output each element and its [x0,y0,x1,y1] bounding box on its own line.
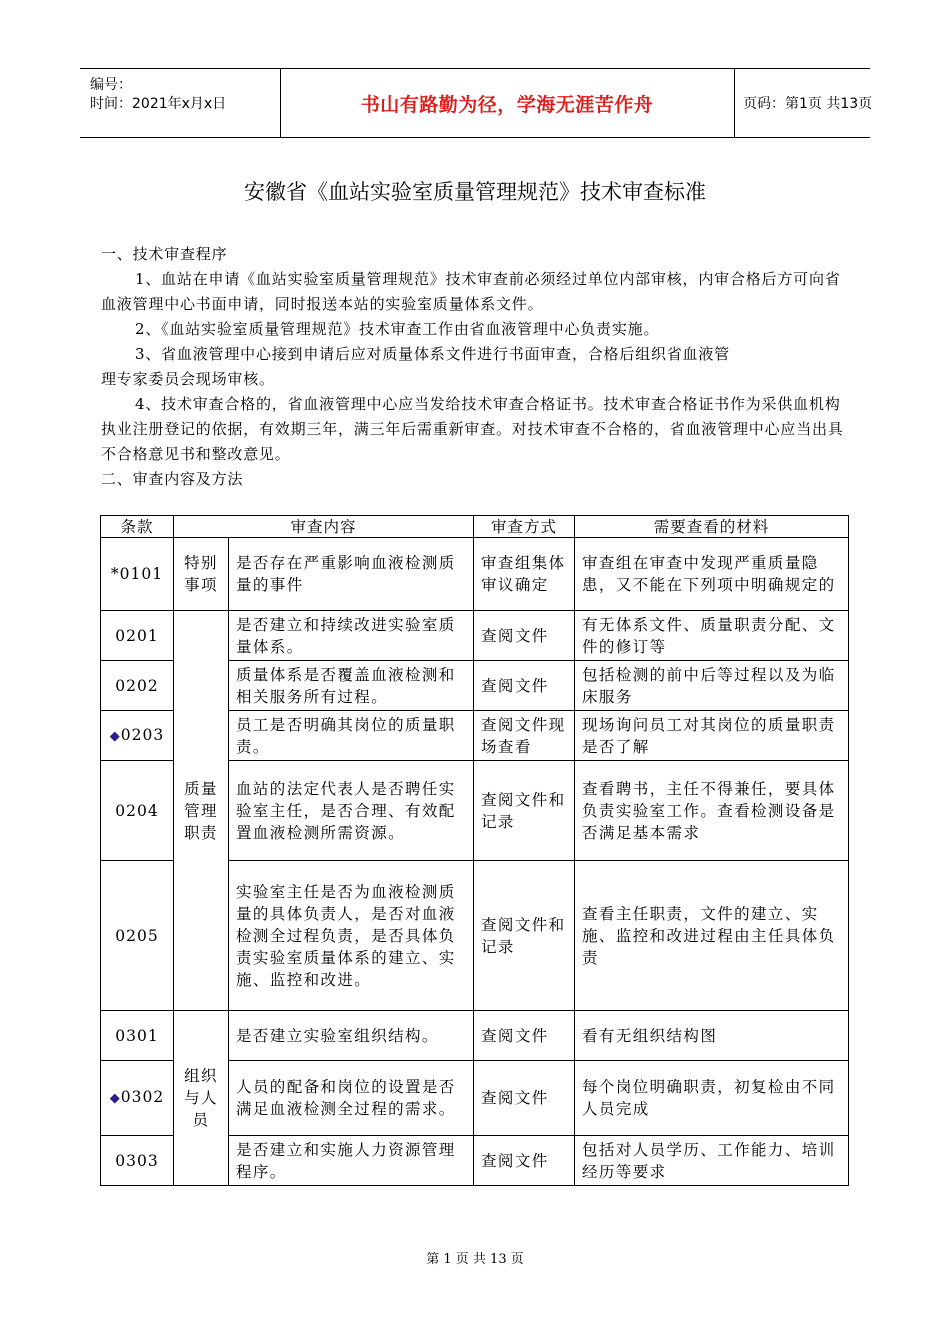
clause-code: 0202 [101,661,174,711]
section1 [101,242,849,492]
category-quality: 质量管理职责 [174,611,229,1011]
clause-code: 0302 [120,1088,165,1106]
page-info: 页码：第1页 共13页 [743,96,873,112]
review-content: 是否存在严重影响血液检测质量的事件 [229,538,474,611]
section2-heading: 二、审查内容及方法 [101,470,244,488]
review-method: 查阅文件和记录 [474,861,575,1011]
review-table [100,515,849,1186]
review-method: 查阅文件 [474,1136,575,1186]
section1-paragraph-3b: 理专家委员会现场审核。 [101,370,275,388]
table-header-row [101,516,849,538]
clause-code-cell [101,1061,174,1136]
review-materials: 看有无组织结构图 [575,1011,849,1061]
review-content: 质量体系是否覆盖血液检测和相关服务所有过程。 [229,661,474,711]
header-page-cell [735,69,873,137]
section1-paragraph-1: 1、血站在申请《血站实验室质量管理规范》技术审查前必须经过单位内部审核，内审合格后方可向省血液管理中心书面申请，同时报送本站的实验室质量体系文件。 [101,270,841,313]
review-materials: 每个岗位明确职责，初复检由不同人员完成 [575,1061,849,1136]
review-method: 查阅文件和记录 [474,761,575,861]
category-org: 组织与人员 [174,1011,229,1186]
clause-code: 0301 [101,1011,174,1061]
clause-code: 0204 [101,761,174,861]
clause-code: 0201 [101,611,174,661]
clause-code: 0205 [101,861,174,1011]
review-content: 员工是否明确其岗位的质量职责。 [229,711,474,761]
header-meta-cell [80,69,281,137]
review-method: 审查组集体审议确定 [474,538,575,611]
clause-code-cell [101,711,174,761]
table-row [101,1011,849,1061]
review-content: 血站的法定代表人是否聘任实验室主任，是否合理、有效配置血液检测所需资源。 [229,761,474,861]
key-item-diamond-icon: ◆ [109,1091,121,1106]
review-materials: 包括检测的前中后等过程以及为临床服务 [575,661,849,711]
number-label: 编号： [90,77,132,93]
review-materials: 包括对人员学历、工作能力、培训经历等要求 [575,1136,849,1186]
clause-code: 0303 [101,1136,174,1186]
review-content: 实验室主任是否为血液检测质量的具体负责人，是否对血液检测全过程负责，是否具体负责实验室质量体系的建立、实施、监控和改进。 [229,861,474,1011]
review-materials: 审查组在审查中发现严重质量隐患，又不能在下列项中明确规定的 [575,538,849,611]
section1-paragraph-3a: 3、省血液管理中心接到申请后应对质量体系文件进行书面审查，合格后组织省血液管 [135,345,730,363]
document-title: 安徽省《血站实验室质量管理规范》技术审查标准 [244,180,706,204]
review-method: 查阅文件 [474,1061,575,1136]
review-content: 人员的配备和岗位的设置是否满足血液检测全过程的需求。 [229,1061,474,1136]
section1-paragraph-4: 4、技术审查合格的，省血液管理中心应当发给技术审查合格证书。技术审查合格证书作为采供血机构执业注册登记的依据，有效期三年，满三年后需重新审查。对技术审查不合格的，省血液管理中心应当出具不合格意见书和整改意见。 [101,395,844,463]
header-materials: 需要查看的材料 [575,516,849,538]
clause-code: 0203 [120,725,165,744]
review-materials: 查看聘书，主任不得兼任，要具体负责实验室工作。查看检测设备是否满足基本需求 [575,761,849,861]
motto: 书山有路勤为径，学海无涯苦作舟 [360,93,654,116]
review-method: 查阅文件 [474,1011,575,1061]
section1-paragraph-2: 2、《血站实验室质量管理规范》技术审查工作由省血液管理中心负责实施。 [135,320,660,338]
header-clause: 条款 [101,516,174,538]
review-content: 是否建立实验室组织结构。 [229,1011,474,1061]
page-footer: 第 1 页 共 13 页 [426,1252,524,1267]
clause-code: *0101 [101,538,174,611]
review-content: 是否建立和实施人力资源管理程序。 [229,1136,474,1186]
review-materials: 查看主任职责，文件的建立、实施、监控和改进过程由主任具体负责 [575,861,849,1011]
header-content: 审查内容 [174,516,474,538]
section1-heading: 一、技术审查程序 [101,245,228,263]
header-method: 审查方式 [474,516,575,538]
table-row [101,538,849,611]
review-materials: 有无体系文件、质量职责分配、文件的修订等 [575,611,849,661]
review-content: 是否建立和持续改进实验室质量体系。 [229,611,474,661]
time-label: 时间：2021年x月x日 [90,96,227,112]
review-method: 查阅文件现场查看 [474,711,575,761]
key-item-diamond-icon: ◆ [109,728,121,744]
category-special: 特别事项 [174,538,229,611]
review-method: 查阅文件 [474,611,575,661]
table-row [101,611,849,661]
review-method: 查阅文件 [474,661,575,711]
header-motto-cell [280,69,735,137]
review-materials: 现场询问员工对其岗位的质量职责是否了解 [575,711,849,761]
page-header [80,68,873,138]
